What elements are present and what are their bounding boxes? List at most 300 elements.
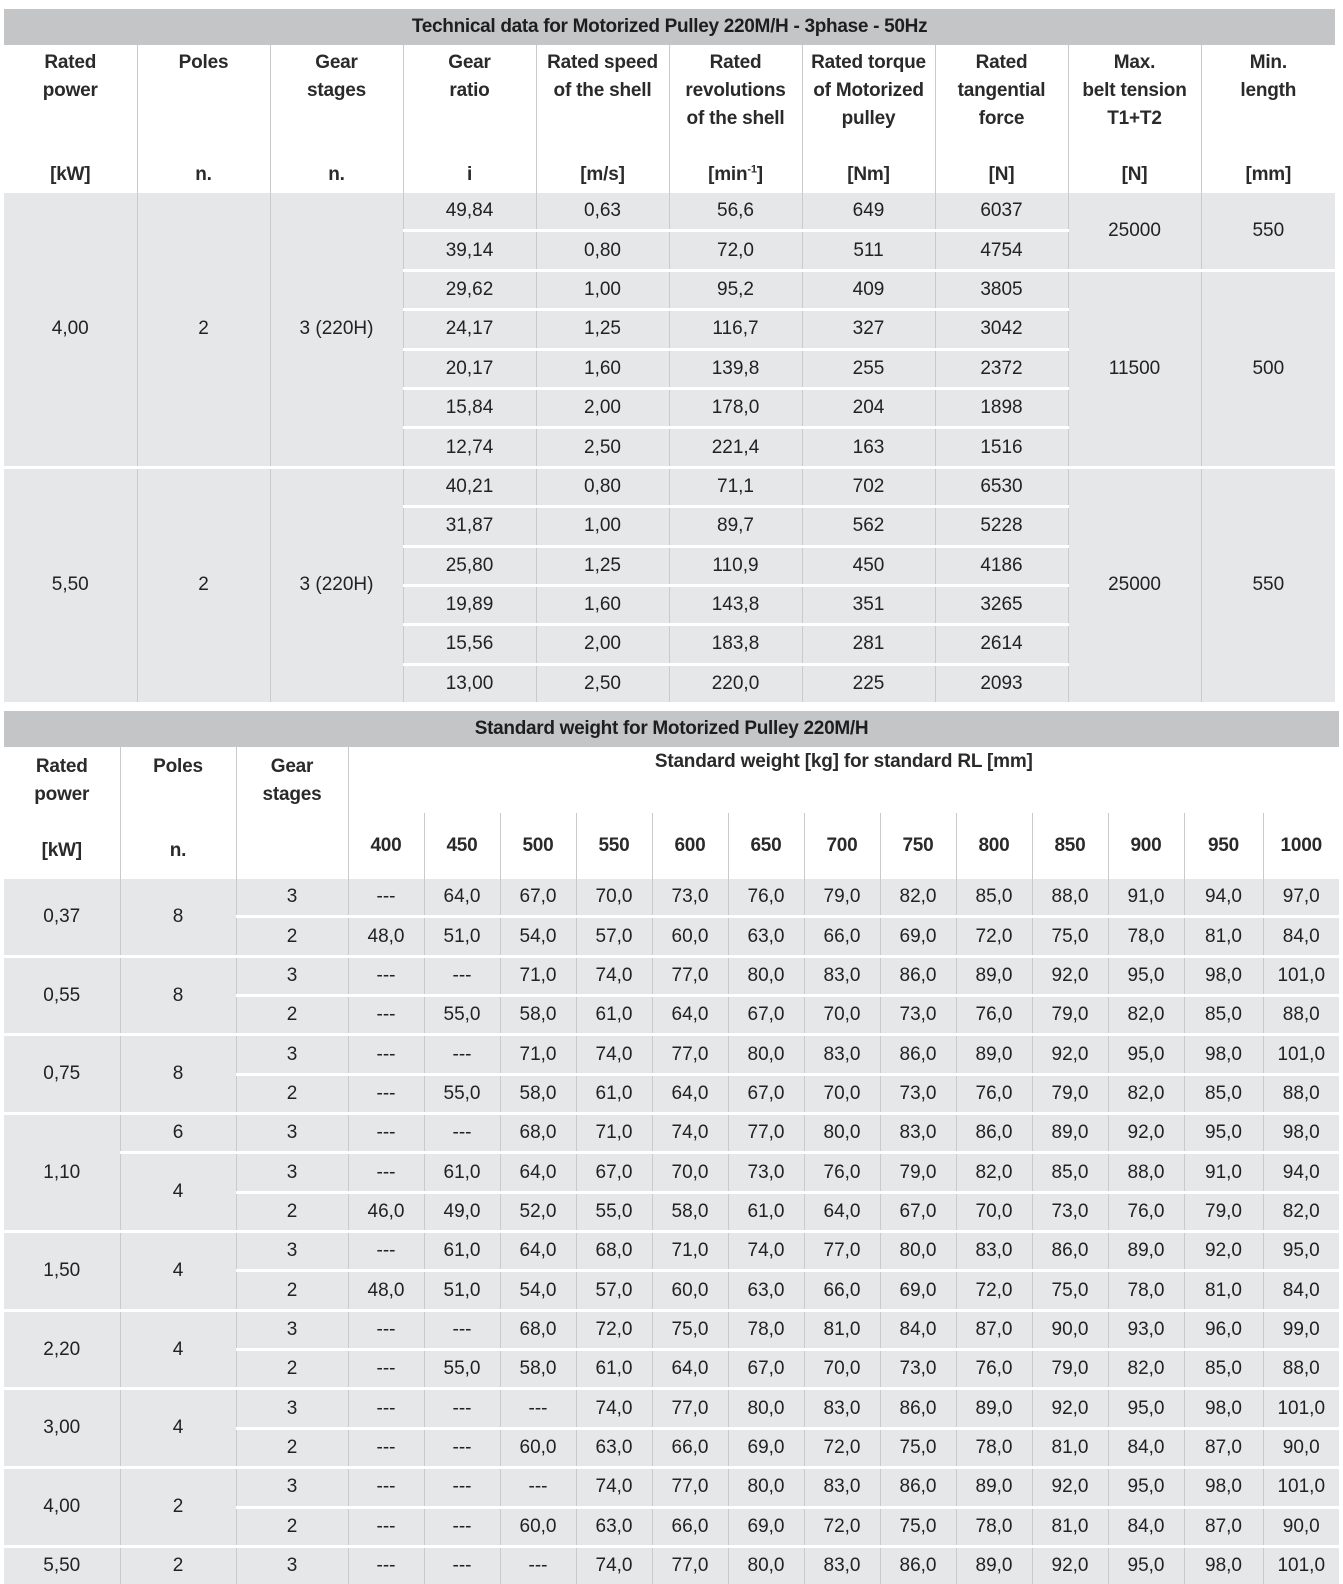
gear-stage: 2 <box>236 917 348 956</box>
weight-cell: 70,0 <box>804 1074 880 1113</box>
weight-cell: 88,0 <box>1263 1350 1339 1389</box>
gear-stage: 2 <box>236 1271 348 1310</box>
cell-force: 1898 <box>935 388 1068 427</box>
max-belt-tension: 25000 <box>1068 467 1201 702</box>
cell-ratio: 31,87 <box>403 507 536 546</box>
length-header: 400 <box>348 813 424 879</box>
cell-rev: 178,0 <box>669 388 802 427</box>
weight-cell: --- <box>424 1389 500 1428</box>
cell-rev: 143,8 <box>669 585 802 624</box>
weight-cell: 71,0 <box>500 1035 576 1074</box>
weight-cell: 95,0 <box>1263 1232 1339 1271</box>
length-header: 750 <box>880 813 956 879</box>
weight-cell: 74,0 <box>576 1546 652 1584</box>
weight-cell: 67,0 <box>500 879 576 917</box>
weight-cell: 84,0 <box>1263 1271 1339 1310</box>
poles: 8 <box>120 879 236 956</box>
weight-cell: 83,0 <box>880 1114 956 1153</box>
weight-cell: 84,0 <box>1108 1428 1184 1467</box>
weight-cell: --- <box>348 1468 424 1507</box>
weight-cell: 94,0 <box>1184 879 1263 917</box>
header-unit: [mm] <box>1245 164 1292 185</box>
cell-ratio: 15,56 <box>403 625 536 664</box>
cell-torque: 562 <box>802 507 935 546</box>
cell-rev: 110,9 <box>669 546 802 585</box>
column-header <box>536 45 669 193</box>
cell-force: 4186 <box>935 546 1068 585</box>
rated-power: 5,50 <box>4 1546 120 1584</box>
weight-cell: 92,0 <box>1108 1114 1184 1153</box>
header-line: T1+T2 <box>1107 108 1162 129</box>
cell-ratio: 49,84 <box>403 193 536 231</box>
cell-force: 2614 <box>935 625 1068 664</box>
weight-cell: 61,0 <box>424 1232 500 1271</box>
weight-cell: 64,0 <box>652 1350 728 1389</box>
header-unit: [kW] <box>41 840 82 861</box>
weight-cell: 79,0 <box>1032 1350 1108 1389</box>
header-line: of Motorized <box>813 80 924 101</box>
gear-stages: 3 (220H) <box>270 193 403 467</box>
cell-rev: 116,7 <box>669 310 802 349</box>
weight-cell: --- <box>348 1074 424 1113</box>
weight-cell: 89,0 <box>956 1546 1032 1584</box>
column-header <box>1201 45 1335 193</box>
header-line: Rated speed <box>547 52 658 73</box>
header-unit: [kW] <box>50 164 91 185</box>
gear-stage: 2 <box>236 1350 348 1389</box>
header-line: force <box>978 108 1025 129</box>
cell-speed: 1,25 <box>536 310 669 349</box>
weight-cell: 77,0 <box>652 1546 728 1584</box>
weight-cell: 84,0 <box>1263 917 1339 956</box>
weight-cell: 71,0 <box>576 1114 652 1153</box>
weight-cell: 67,0 <box>728 1350 804 1389</box>
weight-cell: 64,0 <box>804 1192 880 1231</box>
column-header <box>403 45 536 193</box>
length-header: 500 <box>500 813 576 879</box>
header-unit <box>670 161 802 189</box>
weight-cell: --- <box>500 1546 576 1584</box>
weight-cell: 83,0 <box>804 1389 880 1428</box>
weight-cell: --- <box>424 1035 500 1074</box>
weight-cell: 63,0 <box>576 1428 652 1467</box>
weight-cell: 69,0 <box>880 1271 956 1310</box>
weight-cell: 77,0 <box>804 1232 880 1271</box>
weight-cell: 70,0 <box>956 1192 1032 1231</box>
column-header <box>137 45 270 193</box>
header-line: Gear <box>448 52 491 73</box>
weight-cell: 99,0 <box>1263 1310 1339 1349</box>
gear-stage: 3 <box>236 1546 348 1584</box>
weight-cell: 73,0 <box>880 1074 956 1113</box>
weight-cell: 82,0 <box>1108 1350 1184 1389</box>
table-row <box>4 879 1339 917</box>
cell-force: 2372 <box>935 349 1068 388</box>
cell-torque: 450 <box>802 546 935 585</box>
header-line: Rated <box>709 52 762 73</box>
weight-cell: 63,0 <box>728 1271 804 1310</box>
header-line: Poles <box>178 52 229 73</box>
weight-cell: 46,0 <box>348 1192 424 1231</box>
weight-cell: 77,0 <box>728 1114 804 1153</box>
weight-cell: 92,0 <box>1184 1232 1263 1271</box>
weight-cell: 95,0 <box>1108 1035 1184 1074</box>
cell-ratio: 40,21 <box>403 467 536 506</box>
column-header-rated-power <box>4 747 120 879</box>
weight-cell: 72,0 <box>804 1507 880 1546</box>
table-row <box>4 1153 1339 1192</box>
weight-cell: 80,0 <box>728 1035 804 1074</box>
weight-cell: 77,0 <box>652 1389 728 1428</box>
cell-speed: 0,80 <box>536 467 669 506</box>
length-header: 850 <box>1032 813 1108 879</box>
gear-stage: 3 <box>236 1310 348 1349</box>
weight-cell: 88,0 <box>1032 879 1108 917</box>
weight-cell: 71,0 <box>500 956 576 995</box>
weight-cell: 76,0 <box>728 879 804 917</box>
weight-cell: --- <box>424 1507 500 1546</box>
weight-cell: 69,0 <box>728 1507 804 1546</box>
cell-ratio: 25,80 <box>403 546 536 585</box>
table-row <box>4 1232 1339 1271</box>
weight-cell: 55,0 <box>424 996 500 1035</box>
weight-cell: 69,0 <box>728 1428 804 1467</box>
header-line: length <box>1240 80 1297 101</box>
poles: 4 <box>120 1389 236 1468</box>
length-header: 550 <box>576 813 652 879</box>
table-title: Standard weight for Motorized Pulley 220M/H <box>4 711 1339 747</box>
rated-power: 5,50 <box>4 467 137 702</box>
weight-cell: 57,0 <box>576 1271 652 1310</box>
weight-cell: 77,0 <box>652 1468 728 1507</box>
weight-cell: 67,0 <box>576 1153 652 1192</box>
title-row <box>4 711 1339 747</box>
gear-stage: 3 <box>236 879 348 917</box>
cell-rev: 56,6 <box>669 193 802 231</box>
header-line: revolutions <box>685 80 786 101</box>
weight-cell: --- <box>348 1114 424 1153</box>
weight-cell: 60,0 <box>500 1507 576 1546</box>
table-row <box>4 467 1335 506</box>
weight-cell: 76,0 <box>956 1074 1032 1113</box>
header-line: of the shell <box>553 80 652 101</box>
max-belt-tension: 25000 <box>1068 193 1201 270</box>
weight-cell: 76,0 <box>956 1350 1032 1389</box>
weight-group-header: Standard weight [kg] for standard RL [mm] <box>348 747 1339 813</box>
weight-cell: 87,0 <box>1184 1428 1263 1467</box>
weight-cell: 61,0 <box>424 1153 500 1192</box>
cell-force: 3265 <box>935 585 1068 624</box>
weight-cell: 92,0 <box>1032 1389 1108 1428</box>
cell-force: 6530 <box>935 467 1068 506</box>
cell-rev: 220,0 <box>669 664 802 702</box>
weight-cell: 90,0 <box>1032 1310 1108 1349</box>
weight-cell: 98,0 <box>1184 1389 1263 1428</box>
weight-cell: 72,0 <box>956 1271 1032 1310</box>
gear-stage: 2 <box>236 1507 348 1546</box>
rated-power: 1,50 <box>4 1232 120 1311</box>
weight-cell: 95,0 <box>1108 1468 1184 1507</box>
weight-cell: 89,0 <box>956 1389 1032 1428</box>
header-unit: [N] <box>1121 164 1148 185</box>
cell-rev: 95,2 <box>669 270 802 309</box>
weight-cell: 64,0 <box>652 1074 728 1113</box>
weight-cell: 74,0 <box>576 1468 652 1507</box>
weight-cell: 89,0 <box>1108 1232 1184 1271</box>
cell-ratio: 13,00 <box>403 664 536 702</box>
weight-cell: 85,0 <box>1184 1074 1263 1113</box>
header-line: Rated <box>44 52 97 73</box>
weight-cell: 89,0 <box>956 956 1032 995</box>
weight-cell: 68,0 <box>500 1114 576 1153</box>
length-header: 1000 <box>1263 813 1339 879</box>
weight-cell: 92,0 <box>1032 956 1108 995</box>
weight-cell: 77,0 <box>652 956 728 995</box>
weight-cell: 88,0 <box>1108 1153 1184 1192</box>
weight-cell: 78,0 <box>1108 917 1184 956</box>
weight-cell: --- <box>348 1035 424 1074</box>
weight-cell: --- <box>348 956 424 995</box>
cell-torque: 409 <box>802 270 935 309</box>
weight-cell: 82,0 <box>1108 996 1184 1035</box>
weight-cell: 52,0 <box>500 1192 576 1231</box>
weight-cell: 51,0 <box>424 1271 500 1310</box>
unit-text: ] <box>756 164 763 185</box>
poles: 2 <box>120 1546 236 1584</box>
weight-cell: 58,0 <box>652 1192 728 1231</box>
weight-cell: 68,0 <box>500 1310 576 1349</box>
weight-cell: 61,0 <box>728 1192 804 1231</box>
weight-cell: 63,0 <box>728 917 804 956</box>
cell-torque: 351 <box>802 585 935 624</box>
length-header: 650 <box>728 813 804 879</box>
length-header: 950 <box>1184 813 1263 879</box>
weight-cell: 85,0 <box>1032 1153 1108 1192</box>
weight-cell: 86,0 <box>880 1389 956 1428</box>
header-unit: i <box>466 164 473 185</box>
weight-cell: --- <box>348 1232 424 1271</box>
weight-cell: 82,0 <box>1108 1074 1184 1113</box>
header-line: Gear <box>270 756 314 777</box>
cell-force: 6037 <box>935 193 1068 231</box>
gear-stage: 3 <box>236 1114 348 1153</box>
gear-stage: 2 <box>236 1428 348 1467</box>
weight-cell: 66,0 <box>804 917 880 956</box>
weight-cell: 82,0 <box>880 879 956 917</box>
cell-force: 5228 <box>935 507 1068 546</box>
weight-cell: 91,0 <box>1184 1153 1263 1192</box>
cell-speed: 1,00 <box>536 507 669 546</box>
rated-power: 1,10 <box>4 1114 120 1232</box>
column-header <box>1068 45 1201 193</box>
weight-cell: 79,0 <box>1032 1074 1108 1113</box>
length-header: 700 <box>804 813 880 879</box>
cell-speed: 1,60 <box>536 585 669 624</box>
weight-cell: 75,0 <box>1032 917 1108 956</box>
column-header <box>669 45 802 193</box>
unit-superscript: -1 <box>747 163 757 176</box>
weight-cell: 63,0 <box>576 1507 652 1546</box>
column-header <box>4 45 137 193</box>
weight-cell: 87,0 <box>1184 1507 1263 1546</box>
weight-cell: --- <box>348 1350 424 1389</box>
weight-cell: 58,0 <box>500 1074 576 1113</box>
rated-power: 4,00 <box>4 1468 120 1547</box>
weight-cell: 66,0 <box>804 1271 880 1310</box>
weight-cell: 75,0 <box>1032 1271 1108 1310</box>
weight-cell: 49,0 <box>424 1192 500 1231</box>
cell-force: 3805 <box>935 270 1068 309</box>
weight-cell: 92,0 <box>1032 1546 1108 1584</box>
weight-cell: 64,0 <box>500 1232 576 1271</box>
cell-speed: 1,60 <box>536 349 669 388</box>
poles: 4 <box>120 1310 236 1389</box>
column-header <box>935 45 1068 193</box>
weight-cell: 83,0 <box>804 956 880 995</box>
poles: 8 <box>120 956 236 1035</box>
weight-cell: 101,0 <box>1263 956 1339 995</box>
cell-force: 3042 <box>935 310 1068 349</box>
weight-cell: 84,0 <box>1108 1507 1184 1546</box>
gear-stage: 3 <box>236 1035 348 1074</box>
weight-cell: 83,0 <box>804 1546 880 1584</box>
weight-cell: 86,0 <box>1032 1232 1108 1271</box>
min-length: 550 <box>1201 467 1335 702</box>
cell-torque: 204 <box>802 388 935 427</box>
weight-cell: 91,0 <box>1108 879 1184 917</box>
cell-force: 2093 <box>935 664 1068 702</box>
table-row <box>4 1468 1339 1507</box>
poles: 2 <box>137 193 270 467</box>
weight-cell: 55,0 <box>424 1350 500 1389</box>
weight-cell: 48,0 <box>348 1271 424 1310</box>
weight-cell: 54,0 <box>500 917 576 956</box>
header-line: pulley <box>841 108 896 129</box>
cell-ratio: 20,17 <box>403 349 536 388</box>
weight-cell: 58,0 <box>500 1350 576 1389</box>
weight-cell: 48,0 <box>348 917 424 956</box>
weight-cell: 79,0 <box>1184 1192 1263 1231</box>
weight-cell: 75,0 <box>880 1507 956 1546</box>
min-length: 550 <box>1201 193 1335 270</box>
gear-stage: 2 <box>236 1192 348 1231</box>
weight-cell: 92,0 <box>1032 1468 1108 1507</box>
header-unit: n. <box>195 164 212 185</box>
weight-cell: 80,0 <box>880 1232 956 1271</box>
weight-cell: 67,0 <box>880 1192 956 1231</box>
cell-torque: 702 <box>802 467 935 506</box>
weight-cell: 64,0 <box>500 1153 576 1192</box>
weight-cell: 95,0 <box>1108 1546 1184 1584</box>
weight-cell: 94,0 <box>1263 1153 1339 1192</box>
weight-cell: 89,0 <box>956 1035 1032 1074</box>
weight-cell: 74,0 <box>576 956 652 995</box>
weight-cell: --- <box>348 1153 424 1192</box>
weight-cell: 89,0 <box>956 1468 1032 1507</box>
cell-speed: 1,25 <box>536 546 669 585</box>
header-row <box>4 45 1335 193</box>
weight-cell: 87,0 <box>956 1310 1032 1349</box>
weight-cell: 70,0 <box>804 996 880 1035</box>
weight-cell: 61,0 <box>576 1350 652 1389</box>
weight-cell: --- <box>424 1468 500 1507</box>
table-title: Technical data for Motorized Pulley 220M/H - 3phase - 50Hz <box>4 9 1335 45</box>
weight-cell: 81,0 <box>804 1310 880 1349</box>
cell-rev: 89,7 <box>669 507 802 546</box>
header-line: Gear <box>315 52 358 73</box>
weight-cell: 81,0 <box>1184 1271 1263 1310</box>
weight-cell: --- <box>424 1546 500 1584</box>
cell-speed: 1,00 <box>536 270 669 309</box>
weight-cell: 80,0 <box>728 1389 804 1428</box>
weight-cell: 101,0 <box>1263 1546 1339 1584</box>
unit-text: [min <box>708 164 748 185</box>
weight-cell: 96,0 <box>1184 1310 1263 1349</box>
weight-cell: 95,0 <box>1184 1114 1263 1153</box>
cell-torque: 511 <box>802 231 935 270</box>
weight-cell: --- <box>348 1310 424 1349</box>
weight-cell: --- <box>348 1507 424 1546</box>
weight-cell: 76,0 <box>1108 1192 1184 1231</box>
weight-cell: 79,0 <box>880 1153 956 1192</box>
header-line: Min. <box>1249 52 1287 73</box>
column-header <box>802 45 935 193</box>
weight-cell: --- <box>424 1114 500 1153</box>
weight-cell: 66,0 <box>652 1507 728 1546</box>
weight-cell: 82,0 <box>956 1153 1032 1192</box>
weight-cell: --- <box>348 1389 424 1428</box>
weight-cell: 84,0 <box>880 1310 956 1349</box>
weight-cell: 98,0 <box>1184 1468 1263 1507</box>
poles: 4 <box>120 1232 236 1311</box>
weight-cell: 78,0 <box>728 1310 804 1349</box>
weight-cell: 67,0 <box>728 996 804 1035</box>
rated-power: 2,20 <box>4 1310 120 1389</box>
poles: 2 <box>120 1468 236 1547</box>
header-line: Poles <box>153 756 203 777</box>
weight-cell: 90,0 <box>1263 1428 1339 1467</box>
weight-cell: --- <box>500 1389 576 1428</box>
length-header: 800 <box>956 813 1032 879</box>
header-line: stages <box>262 784 322 805</box>
weight-cell: 80,0 <box>728 1546 804 1584</box>
weight-cell: 86,0 <box>956 1114 1032 1153</box>
weight-cell: 88,0 <box>1263 996 1339 1035</box>
weight-cell: 89,0 <box>1032 1114 1108 1153</box>
weight-cell: 60,0 <box>652 917 728 956</box>
gear-stage: 2 <box>236 1074 348 1113</box>
cell-speed: 2,50 <box>536 664 669 702</box>
weight-cell: 67,0 <box>728 1074 804 1113</box>
cell-ratio: 12,74 <box>403 428 536 467</box>
cell-rev: 139,8 <box>669 349 802 388</box>
cell-torque: 255 <box>802 349 935 388</box>
weight-cell: 64,0 <box>424 879 500 917</box>
weight-cell: 86,0 <box>880 1546 956 1584</box>
weight-cell: 79,0 <box>804 879 880 917</box>
header-unit: [Nm] <box>847 164 890 185</box>
weight-cell: 78,0 <box>956 1507 1032 1546</box>
header-unit: [m/s] <box>580 164 625 185</box>
weight-cell: 86,0 <box>880 1035 956 1074</box>
weight-cell: 72,0 <box>956 917 1032 956</box>
weight-cell: 83,0 <box>804 1468 880 1507</box>
table-row <box>4 193 1335 231</box>
weight-cell: 74,0 <box>576 1035 652 1074</box>
gear-stage: 3 <box>236 1153 348 1192</box>
column-header-poles <box>120 747 236 879</box>
weight-cell: --- <box>424 956 500 995</box>
